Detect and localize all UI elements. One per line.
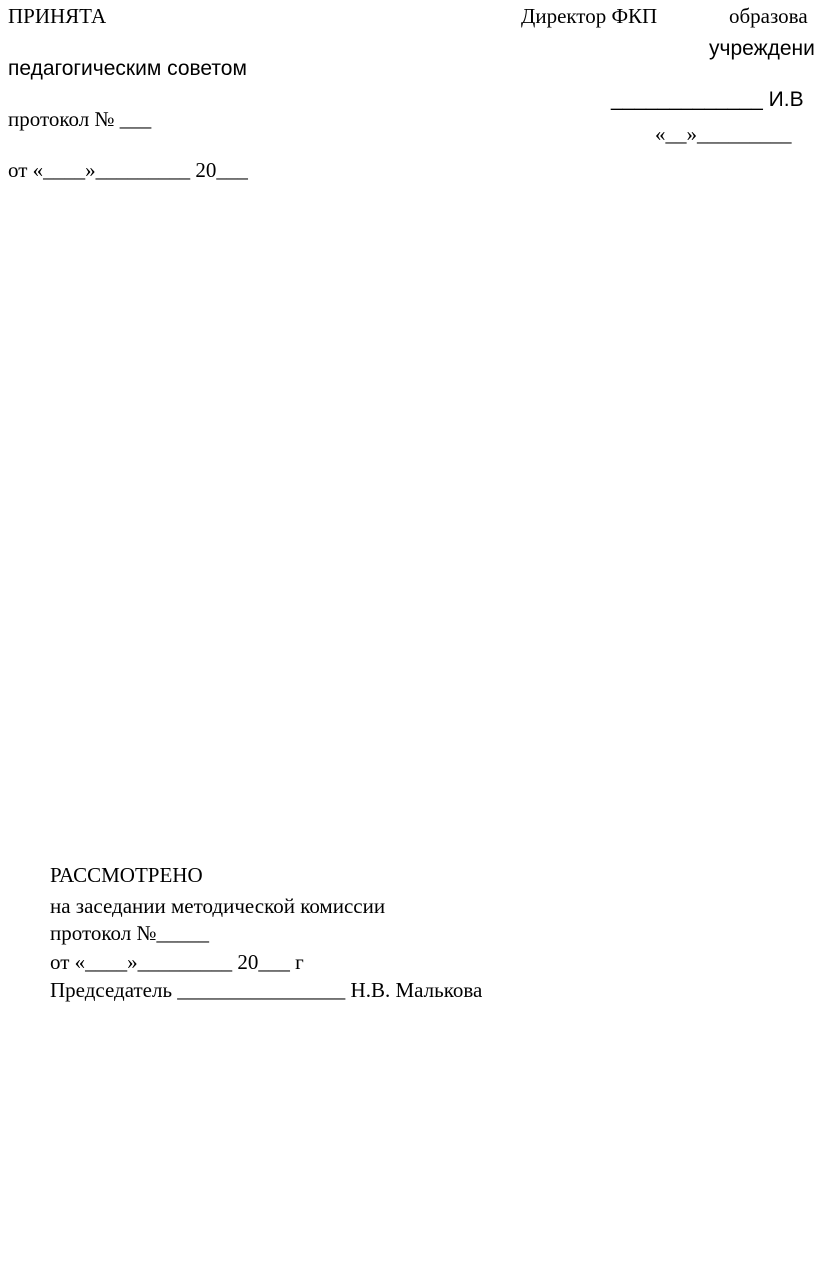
chairman-signature-line: Председатель ________________ Н.В. Малькова [50,978,483,1002]
review-date-line: от «____»_________ 20___ г [50,950,304,974]
methodical-commission-line: на заседании методической комиссии [50,894,386,918]
left-date-line: от «____»_________ 20___ [8,158,248,182]
accepted-heading: ПРИНЯТА [8,4,107,28]
left-protocol-line: протокол № ___ [8,107,152,131]
right-date-line: «__»_________ [655,122,792,146]
director-institution-fragment: учреждени [709,37,815,60]
pedagogical-council-line: педагогическим советом [8,57,247,80]
director-educational-fragment: образова [729,4,808,28]
director-signature-line: _____________ И.В [611,88,804,111]
review-protocol-line: протокол №_____ [50,921,209,945]
reviewed-heading: РАССМОТРЕНО [50,863,203,887]
director-title: Директор ФКП [521,4,658,28]
